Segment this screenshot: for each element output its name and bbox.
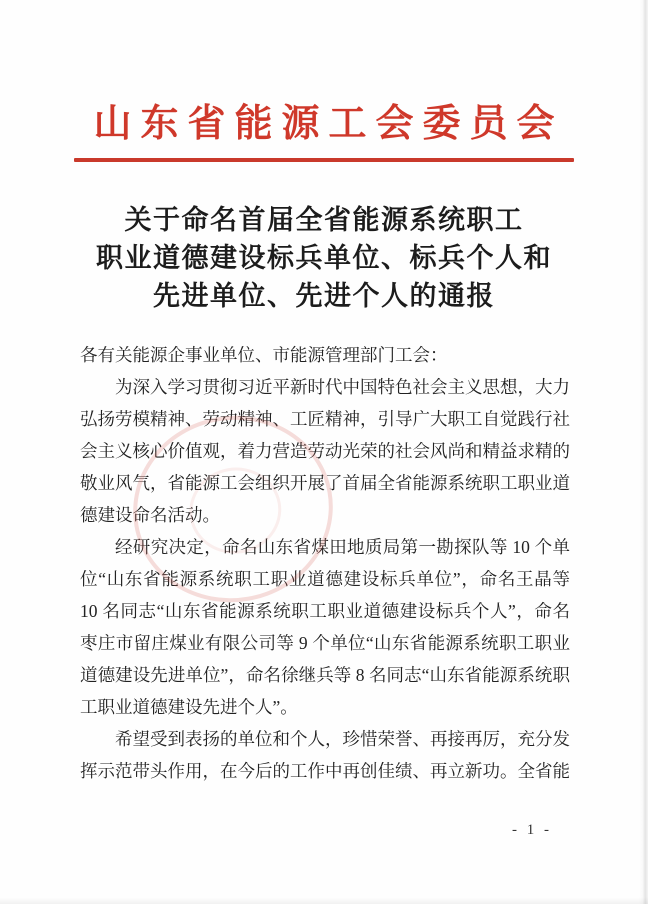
document-title-line-3: 先进单位、先进个人的通报 [153, 281, 495, 311]
scan-page-bottom-edge [0, 897, 648, 904]
document-title [0, 201, 648, 315]
document-header-org-name: 山东省能源工会委员会 [93, 103, 564, 145]
scan-page-right-edge [639, 0, 648, 904]
body-paragraph-2: 经研究决定，命名山东省煤田地质局第一勘探队等 10 个单位“山东省能源系统职工职业道德建设标兵单位”，命名王晶等 10 名同志“山东省能源系统职工职业道德建设标兵个人”，命名枣庄市留庄煤业有限公司等 9 个单位“山东省能源系统职工职业道德建设先进单位”，命名徐继兵等 8 名同志“山东省能源系统职工职业道德建设先进个人”。 [80, 537, 570, 717]
salutation-line: 各有关能源企事业单位、市能源管理部门工会： [80, 345, 448, 365]
document-title-line-1: 关于命名首届全省能源系统职工 [124, 205, 524, 235]
document-body [80, 339, 570, 787]
page-number: - 1 - [512, 822, 552, 838]
body-paragraph-3: 希望受到表扬的单位和个人，珍惜荣誉、再接再厉，充分发挥示范带头作用，在今后的工作中再创佳绩、再立新功。全省能 [80, 729, 570, 781]
body-paragraph-1: 为深入学习贯彻习近平新时代中国特色社会主义思想，大力弘扬劳模精神、劳动精神、工匠精神，引导广大职工自觉践行社会主义核心价值观，着力营造劳动光荣的社会风尚和精益求精的敬业风气，省能源工会组织开展了首届全省能源系统职工职业道德建设命名活动。 [80, 377, 570, 525]
document-title-line-2: 职业道德建设标兵单位、标兵个人和 [96, 243, 552, 273]
header-divider-line [74, 158, 574, 162]
